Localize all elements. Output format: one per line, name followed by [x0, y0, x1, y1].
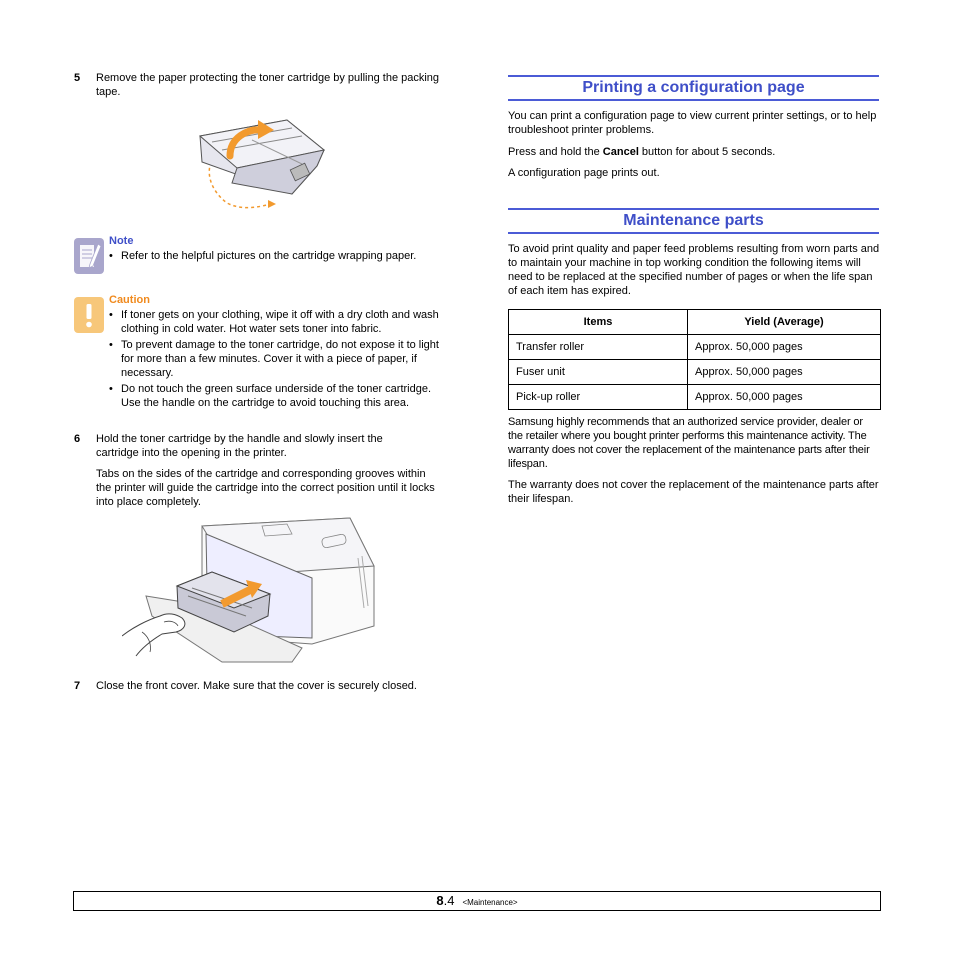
table-cell-item: Fuser unit [509, 360, 688, 385]
note-item: • Refer to the helpful pictures on the cartridge wrapping paper. [109, 249, 444, 263]
caution-exclamation-icon [74, 297, 104, 333]
config-intro: You can print a configuration page to view current printer settings, or to help troubleshoot printer problems. [508, 110, 877, 136]
table-header-row [509, 310, 881, 335]
maintenance-intro: To avoid print quality and paper feed problems resulting from worn parts and to maintain your machine in top working condition the following items will need to be replaced at the specified number of pages or when the life span of each item has expired. [508, 243, 880, 297]
table-cell-yield: Approx. 50,000 pages [688, 385, 881, 410]
page-footer [73, 891, 881, 911]
step-6-paragraph: Tabs on the sides of the cartridge and corresponding grooves within the printer will guide the cartridge into the correct position until it locks into place completely. [96, 468, 435, 508]
table-row [509, 385, 881, 410]
caution-title: Caution [109, 294, 150, 306]
step-5-number: 5 [74, 72, 81, 84]
table-cell-yield: Approx. 50,000 pages [688, 335, 881, 360]
maintenance-recommendation: Samsung highly recommends that an authorized service provider, dealer or the retailer where you bought printer performs this maintenance activity. The warranty does not cover the replacement of the maintenance parts after their lifespan. [508, 416, 870, 470]
caution-list [109, 308, 439, 410]
step-7-text: Close the front cover. Make sure that the cover is securely closed. [96, 680, 417, 692]
cancel-button-label: Cancel [602, 146, 639, 158]
table-row [509, 360, 881, 385]
caution-item: • Do not touch the green surface underside of the toner cartridge. Use the handle on the cartridge to avoid touching this area. [109, 382, 439, 410]
step-7-number: 7 [74, 680, 81, 692]
maintenance-parts-heading: Maintenance parts [508, 208, 879, 234]
column-header-yield: Yield (Average) [688, 310, 881, 335]
config-result: A configuration page prints out. [508, 167, 660, 179]
config-instruction: Press and hold the Cancel button for about 5 seconds. [508, 146, 776, 158]
table-cell-yield: Approx. 50,000 pages [688, 360, 881, 385]
column-header-items: Items [509, 310, 688, 335]
page-number: 8.4 [436, 893, 455, 908]
warranty-note: The warranty does not cover the replacement of the maintenance parts after their lifespan. [508, 479, 879, 505]
note-list [109, 249, 444, 263]
toner-cartridge-illustration [192, 108, 338, 214]
table-row [509, 335, 881, 360]
maintenance-parts-table [508, 309, 881, 410]
printer-insert-cartridge-illustration [122, 516, 376, 666]
chapter-name: <Maintenance> [462, 898, 518, 907]
table-cell-item: Pick-up roller [509, 385, 688, 410]
config-page-heading: Printing a configuration page [508, 75, 879, 101]
table-cell-item: Transfer roller [509, 335, 688, 360]
note-title: Note [109, 235, 134, 247]
step-6-number: 6 [74, 433, 81, 445]
step-5-text: Remove the paper protecting the toner cartridge by pulling the packing tape. [96, 72, 440, 98]
caution-item: • If toner gets on your clothing, wipe it off with a dry cloth and wash clothing in cold water. Hot water sets toner into fabric. [109, 308, 439, 336]
note-pencil-icon [74, 238, 104, 274]
caution-item: • To prevent damage to the toner cartridge, do not expose it to light for more than a few minutes. Cover it with a piece of paper, if necessary. [109, 338, 439, 380]
step-6-text: Hold the toner cartridge by the handle and slowly insert the cartridge into the opening in the printer. [96, 433, 383, 459]
